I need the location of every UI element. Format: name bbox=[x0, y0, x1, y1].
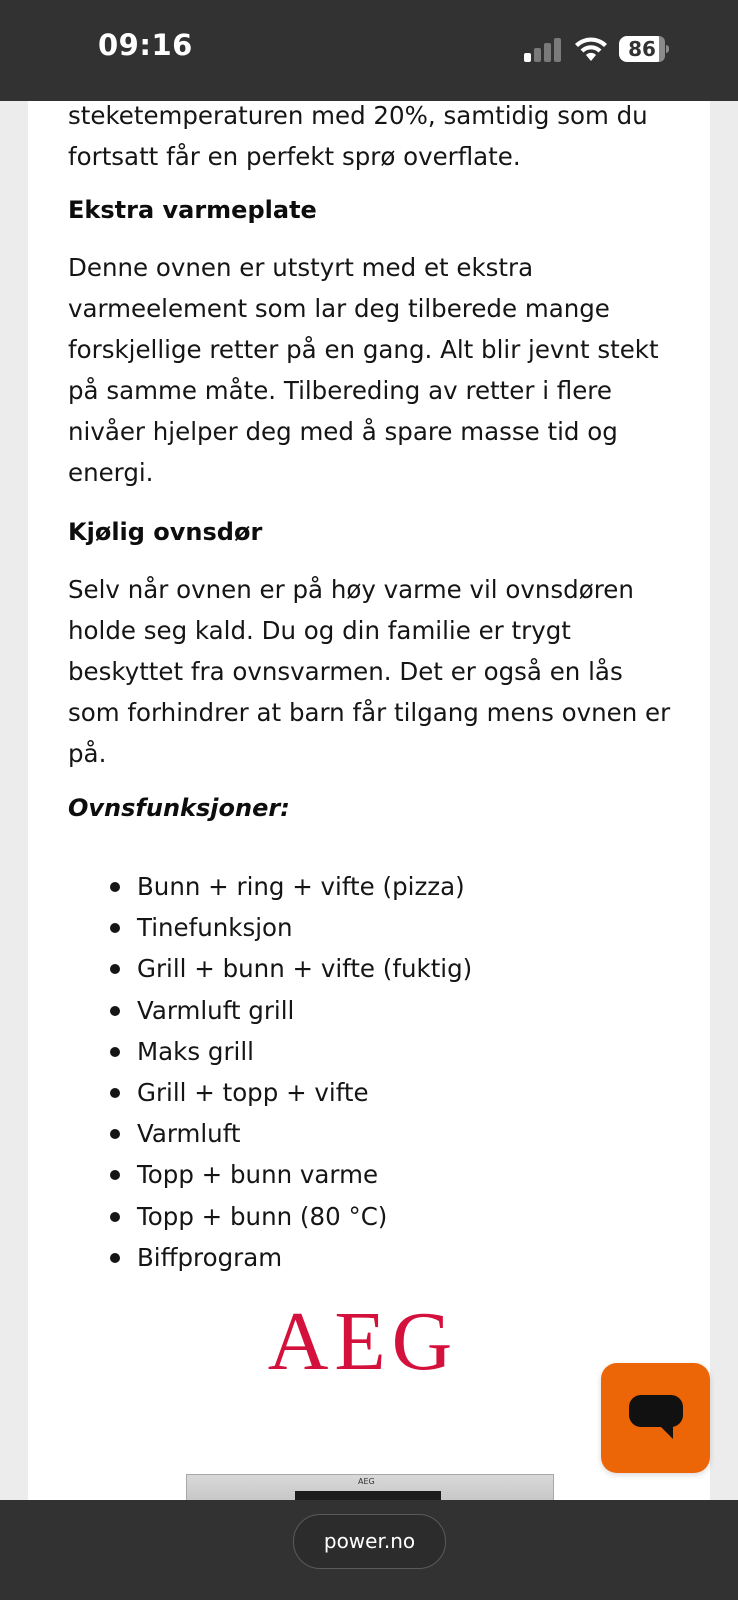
list-item bbox=[68, 1072, 628, 1113]
list-item-label: Bunn + ring + vifte (pizza) bbox=[137, 872, 465, 901]
list-item-label: Grill + bunn + vifte (fuktig) bbox=[137, 954, 473, 984]
oven-functions-list bbox=[68, 866, 628, 1278]
text-line: fortsatt får en perfekt sprø overflate. bbox=[68, 142, 521, 171]
wifi-icon bbox=[574, 36, 608, 62]
bullet-icon bbox=[110, 882, 120, 892]
list-item-label: Biffprogram bbox=[137, 1242, 283, 1272]
bullet-icon bbox=[110, 1088, 120, 1098]
chat-bubble-icon bbox=[629, 1395, 683, 1441]
text-line: som forhindrer at barn får tilgang mens ovnen er bbox=[68, 698, 671, 727]
text-line: nivåer hjelper deg med å spare masse tid og bbox=[68, 417, 618, 446]
bullet-icon bbox=[110, 1170, 120, 1180]
list-item bbox=[68, 907, 628, 948]
bullet-icon bbox=[110, 1129, 120, 1139]
text-line: steketemperaturen med 20%, samtidig som du bbox=[68, 101, 648, 130]
text-line: på. bbox=[68, 739, 107, 768]
oven-functions-heading: Ovnsfunksjoner: bbox=[68, 794, 290, 822]
text-line: varmeelement som lar deg tilberede mange bbox=[68, 294, 610, 323]
address-bar[interactable]: power.no bbox=[293, 1514, 446, 1569]
browser-toolbar bbox=[0, 1500, 738, 1600]
text-line: beskyttet fra ovnsvarmen. Det er også en lås bbox=[68, 657, 623, 686]
bullet-icon bbox=[110, 1006, 120, 1016]
text-line: Denne ovnen er utstyrt med et ekstra bbox=[68, 253, 534, 282]
bullet-icon bbox=[110, 1253, 120, 1263]
list-item bbox=[68, 866, 628, 907]
list-item bbox=[68, 1196, 628, 1237]
cellular-signal-icon bbox=[523, 38, 563, 62]
bullet-icon bbox=[110, 1212, 120, 1222]
intro-paragraph bbox=[68, 95, 688, 177]
list-item bbox=[68, 990, 628, 1031]
text-line: forskjellige retter på en gang. Alt blir jevnt stekt bbox=[68, 335, 659, 364]
section-heading-cool-door: Kjølig ovnsdør bbox=[68, 518, 263, 546]
list-item-label: Topp + bunn (80 °C) bbox=[137, 1201, 388, 1231]
list-item-label: Maks grill bbox=[137, 1036, 254, 1066]
text-line: Selv når ovnen er på høy varme vil ovnsdøren bbox=[68, 575, 634, 604]
status-bar bbox=[0, 0, 738, 101]
list-item-label: Tinefunksjon bbox=[137, 913, 293, 943]
bullet-icon bbox=[110, 923, 120, 933]
battery-indicator bbox=[619, 36, 669, 62]
status-time: 09:16 bbox=[98, 28, 193, 62]
battery-icon bbox=[619, 36, 665, 62]
chat-button[interactable] bbox=[601, 1363, 710, 1473]
text-line: holde seg kald. Du og din familie er trygt bbox=[68, 616, 571, 645]
list-item bbox=[68, 1113, 628, 1154]
text-line: energi. bbox=[68, 458, 154, 487]
list-item bbox=[68, 948, 628, 989]
logo-text: AEG bbox=[267, 1295, 459, 1388]
aeg-brand-logo bbox=[267, 1295, 459, 1388]
text-line: på samme måte. Tilbereding av retter i flere bbox=[68, 376, 612, 405]
product-description bbox=[28, 101, 710, 1501]
list-item-label: Varmluft bbox=[137, 1119, 241, 1149]
bullet-icon bbox=[110, 964, 120, 974]
bullet-icon bbox=[110, 1047, 120, 1057]
list-item bbox=[68, 1154, 628, 1195]
list-item bbox=[68, 1237, 628, 1278]
list-item-label: Grill + topp + vifte bbox=[137, 1077, 369, 1107]
section-heading-extra-heating-plate: Ekstra varmeplate bbox=[68, 196, 317, 224]
list-item bbox=[68, 1031, 628, 1072]
list-item-label: Varmluft grill bbox=[137, 995, 295, 1025]
product-brand-label: AEG bbox=[358, 1477, 375, 1486]
list-item-label: Topp + bunn varme bbox=[137, 1160, 379, 1190]
section-paragraph-cool-door bbox=[68, 569, 688, 774]
battery-percentage: 86 bbox=[628, 37, 656, 61]
section-paragraph-extra-heating-plate bbox=[68, 247, 688, 493]
